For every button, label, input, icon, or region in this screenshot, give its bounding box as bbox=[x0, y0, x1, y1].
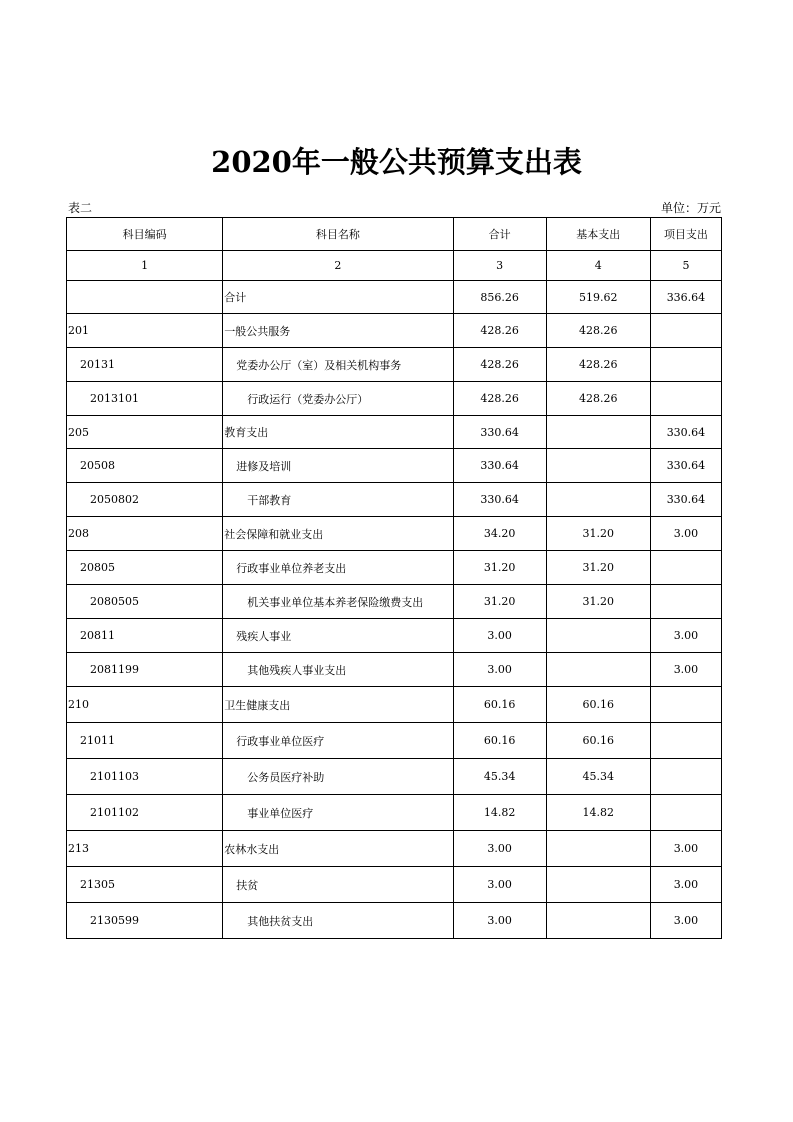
name-cell: 农林水支出 bbox=[223, 831, 453, 867]
table-row bbox=[67, 382, 722, 416]
code-cell: 201 bbox=[67, 314, 223, 348]
name-cell: 合计 bbox=[223, 281, 453, 314]
basic-cell: 428.26 bbox=[546, 314, 650, 348]
basic-cell: 428.26 bbox=[546, 348, 650, 382]
header-project: 项目支出 bbox=[650, 218, 721, 251]
table-row bbox=[67, 795, 722, 831]
index-cell: 1 bbox=[67, 251, 223, 281]
name-cell: 其他残疾人事业支出 bbox=[223, 653, 453, 687]
table-row bbox=[67, 759, 722, 795]
project-cell bbox=[650, 723, 721, 759]
basic-cell bbox=[546, 483, 650, 517]
code-cell: 2013101 bbox=[67, 382, 223, 416]
total-cell: 3.00 bbox=[453, 619, 546, 653]
project-cell bbox=[650, 382, 721, 416]
total-cell: 3.00 bbox=[453, 653, 546, 687]
basic-cell: 428.26 bbox=[546, 382, 650, 416]
code-cell: 2081199 bbox=[67, 653, 223, 687]
table-row bbox=[67, 348, 722, 382]
table-row bbox=[67, 619, 722, 653]
basic-cell: 60.16 bbox=[546, 687, 650, 723]
total-cell: 60.16 bbox=[453, 723, 546, 759]
header-name: 科目名称 bbox=[223, 218, 453, 251]
code-cell: 20811 bbox=[67, 619, 223, 653]
project-cell bbox=[650, 687, 721, 723]
code-cell: 20805 bbox=[67, 551, 223, 585]
code-cell: 210 bbox=[67, 687, 223, 723]
name-cell: 干部教育 bbox=[223, 483, 453, 517]
code-cell: 2080505 bbox=[67, 585, 223, 619]
basic-cell: 31.20 bbox=[546, 585, 650, 619]
total-cell: 34.20 bbox=[453, 517, 546, 551]
basic-cell: 60.16 bbox=[546, 723, 650, 759]
basic-cell bbox=[546, 619, 650, 653]
name-cell: 行政事业单位养老支出 bbox=[223, 551, 453, 585]
total-cell: 330.64 bbox=[453, 483, 546, 517]
project-cell: 3.00 bbox=[650, 831, 721, 867]
index-cell: 5 bbox=[650, 251, 721, 281]
header-code: 科目编码 bbox=[67, 218, 223, 251]
code-cell: 205 bbox=[67, 416, 223, 449]
name-cell: 行政事业单位医疗 bbox=[223, 723, 453, 759]
project-cell: 3.00 bbox=[650, 517, 721, 551]
basic-cell: 45.34 bbox=[546, 759, 650, 795]
project-cell: 330.64 bbox=[650, 483, 721, 517]
code-cell: 21011 bbox=[67, 723, 223, 759]
table-row bbox=[67, 517, 722, 551]
name-cell: 教育支出 bbox=[223, 416, 453, 449]
name-cell: 一般公共服务 bbox=[223, 314, 453, 348]
project-cell bbox=[650, 585, 721, 619]
project-cell: 3.00 bbox=[650, 619, 721, 653]
total-cell: 60.16 bbox=[453, 687, 546, 723]
code-cell: 2050802 bbox=[67, 483, 223, 517]
table-row bbox=[67, 314, 722, 348]
index-cell: 3 bbox=[453, 251, 546, 281]
table-row bbox=[67, 449, 722, 483]
project-cell: 330.64 bbox=[650, 449, 721, 483]
total-cell: 14.82 bbox=[453, 795, 546, 831]
basic-cell bbox=[546, 449, 650, 483]
name-cell: 扶贫 bbox=[223, 867, 453, 903]
total-cell: 3.00 bbox=[453, 903, 546, 939]
budget-table bbox=[66, 217, 722, 939]
code-cell bbox=[67, 281, 223, 314]
project-cell bbox=[650, 348, 721, 382]
name-cell: 残疾人事业 bbox=[223, 619, 453, 653]
project-cell bbox=[650, 551, 721, 585]
unit-label: 单位：万元 bbox=[660, 201, 721, 215]
project-cell bbox=[650, 314, 721, 348]
basic-cell bbox=[546, 653, 650, 687]
total-cell: 856.26 bbox=[453, 281, 546, 314]
page-title: 2020年一般公共预算支出表 bbox=[211, 145, 582, 179]
table-row bbox=[67, 551, 722, 585]
table-row bbox=[67, 867, 722, 903]
total-cell: 45.34 bbox=[453, 759, 546, 795]
code-cell: 208 bbox=[67, 517, 223, 551]
code-cell: 21305 bbox=[67, 867, 223, 903]
budget-table-body bbox=[67, 218, 722, 939]
project-cell: 3.00 bbox=[650, 903, 721, 939]
basic-cell: 519.62 bbox=[546, 281, 650, 314]
project-cell: 330.64 bbox=[650, 416, 721, 449]
name-cell: 党委办公厅（室）及相关机构事务 bbox=[223, 348, 453, 382]
name-cell: 行政运行（党委办公厅） bbox=[223, 382, 453, 416]
name-cell: 机关事业单位基本养老保险缴费支出 bbox=[223, 585, 453, 619]
index-cell: 4 bbox=[546, 251, 650, 281]
code-cell: 2101102 bbox=[67, 795, 223, 831]
table-row bbox=[67, 723, 722, 759]
basic-cell bbox=[546, 867, 650, 903]
table-row bbox=[67, 831, 722, 867]
name-cell: 进修及培训 bbox=[223, 449, 453, 483]
table-row bbox=[67, 281, 722, 314]
project-cell: 3.00 bbox=[650, 653, 721, 687]
table-row bbox=[67, 653, 722, 687]
header-basic: 基本支出 bbox=[546, 218, 650, 251]
basic-cell bbox=[546, 903, 650, 939]
table-row bbox=[67, 416, 722, 449]
name-cell: 卫生健康支出 bbox=[223, 687, 453, 723]
total-cell: 3.00 bbox=[453, 831, 546, 867]
index-row bbox=[67, 251, 722, 281]
header-total: 合计 bbox=[453, 218, 546, 251]
total-cell: 330.64 bbox=[453, 449, 546, 483]
name-cell: 社会保障和就业支出 bbox=[223, 517, 453, 551]
project-cell: 336.64 bbox=[650, 281, 721, 314]
project-cell bbox=[650, 759, 721, 795]
total-cell: 3.00 bbox=[453, 867, 546, 903]
total-cell: 330.64 bbox=[453, 416, 546, 449]
code-cell: 2101103 bbox=[67, 759, 223, 795]
name-cell: 公务员医疗补助 bbox=[223, 759, 453, 795]
table-row bbox=[67, 903, 722, 939]
code-cell: 2130599 bbox=[67, 903, 223, 939]
total-cell: 428.26 bbox=[453, 348, 546, 382]
table-row bbox=[67, 687, 722, 723]
basic-cell bbox=[546, 416, 650, 449]
total-cell: 31.20 bbox=[453, 551, 546, 585]
basic-cell: 31.20 bbox=[546, 551, 650, 585]
basic-cell bbox=[546, 831, 650, 867]
index-cell: 2 bbox=[223, 251, 453, 281]
project-cell: 3.00 bbox=[650, 867, 721, 903]
code-cell: 20131 bbox=[67, 348, 223, 382]
code-cell: 213 bbox=[67, 831, 223, 867]
total-cell: 428.26 bbox=[453, 314, 546, 348]
total-cell: 31.20 bbox=[453, 585, 546, 619]
table-row bbox=[67, 483, 722, 517]
project-cell bbox=[650, 795, 721, 831]
table-number: 表二 bbox=[68, 201, 93, 215]
total-cell: 428.26 bbox=[453, 382, 546, 416]
basic-cell: 31.20 bbox=[546, 517, 650, 551]
header-row bbox=[67, 218, 722, 251]
name-cell: 事业单位医疗 bbox=[223, 795, 453, 831]
basic-cell: 14.82 bbox=[546, 795, 650, 831]
table-row bbox=[67, 585, 722, 619]
name-cell: 其他扶贫支出 bbox=[223, 903, 453, 939]
code-cell: 20508 bbox=[67, 449, 223, 483]
